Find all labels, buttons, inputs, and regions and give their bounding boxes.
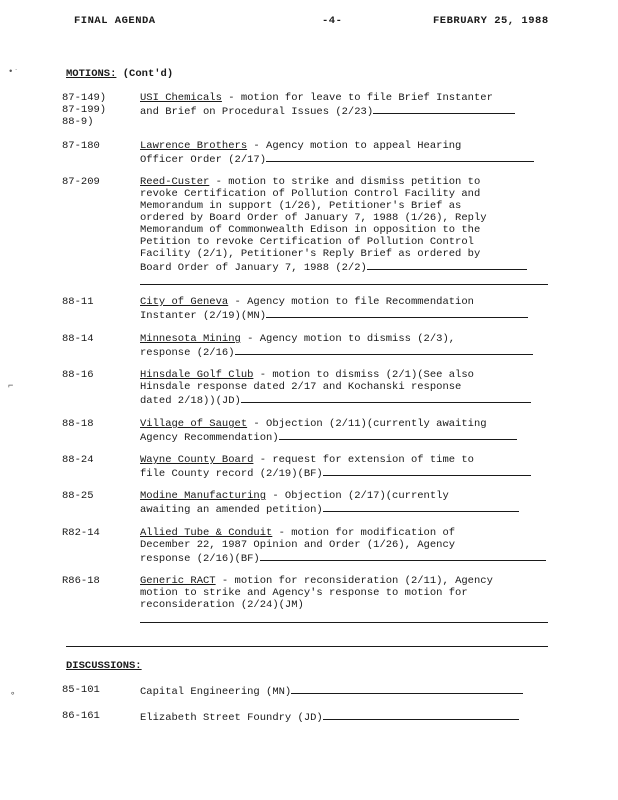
docket-number: 88-25 — [62, 490, 94, 502]
discussions-title: DISCUSSIONS: — [66, 660, 142, 672]
case-name: Allied Tube & Conduit — [140, 527, 273, 539]
case-name: Wayne County Board — [140, 454, 254, 466]
motion-text: Hinsdale Golf Club - motion to dismiss (2/1)(See also Hinsdale response dated 2/17 and Kochanski response dated 2/18))(JD) — [140, 369, 552, 407]
motion-text: City of Geneva - Agency motion to file Recommendation Instanter (2/19)(MN) — [140, 296, 552, 322]
motion-text: Reed-Custer - motion to strike and dismiss petition to revoke Certification of Pollution Control Facility and Memorandum in support (1/26), Petitioner's Brief as ordered by Board Order of January 7, 1988 (1/26), Reply Memorandum of Commonwealth Edison in opposition to the Petition to revoke Certification of Pollution Control Facility (2/1), Petitioner's Reply Brief as ordered by Board Order of January 7, 1988 (2/2) — [140, 176, 552, 274]
motion-text: Minnesota Mining - Agency motion to dismiss (2/3), response (2/16) — [140, 333, 552, 359]
docket-number: 88-18 — [62, 418, 94, 430]
case-name: Modine Manufacturing — [140, 490, 267, 502]
motions-heading — [66, 68, 173, 80]
case-name: City of Geneva — [140, 296, 229, 308]
discussion-text: Elizabeth Street Foundry (JD) — [140, 710, 552, 724]
motion-text: USI Chemicals - motion for leave to file Brief Instanter and Brief on Procedural Issues (2/23) — [140, 92, 552, 118]
motions-title: MOTIONS: — [66, 68, 117, 80]
docket-number: 88-16 — [62, 369, 94, 381]
motion-text: Modine Manufacturing - Objection (2/17)(currently awaiting an amended petition) — [140, 490, 552, 516]
page-header — [0, 15, 618, 29]
case-name: Generic RACT — [140, 575, 216, 587]
discussion-text: Capital Engineering (MN) — [140, 684, 552, 698]
motions-suffix: (Cont'd) — [122, 68, 174, 80]
case-name: Minnesota Mining — [140, 333, 241, 345]
docket-number: 87-180 — [62, 140, 100, 152]
case-name: USI Chemicals — [140, 92, 222, 104]
docket-number: 86-161 — [62, 710, 100, 722]
docket-number: 85-101 — [62, 684, 100, 696]
scan-speck: ∘ — [10, 689, 16, 699]
motion-text: Allied Tube & Conduit - motion for modification of December 22, 1987 Opinion and Order (1/26), Agency response (2/16)(BF) — [140, 527, 552, 565]
page-number: -4- — [322, 15, 343, 27]
signature-rule — [140, 284, 548, 285]
docket-number: R82-14 — [62, 527, 100, 539]
header-date: FEBRUARY 25, 1988 — [433, 15, 549, 27]
docket-number: 87-209 — [62, 176, 100, 188]
case-name: Hinsdale Golf Club — [140, 369, 254, 381]
motion-text: Lawrence Brothers - Agency motion to appeal Hearing Officer Order (2/17) — [140, 140, 552, 166]
header-left: FINAL AGENDA — [74, 15, 156, 27]
scan-speck: •ˑ — [8, 67, 19, 77]
section-divider — [66, 646, 548, 647]
case-name: Reed-Custer — [140, 176, 210, 188]
motion-text: Wayne County Board - request for extension of time to file County record (2/19)(BF) — [140, 454, 552, 480]
docket-number: 88-24 — [62, 454, 94, 466]
discussions-heading — [66, 660, 142, 672]
motion-text: Village of Sauget - Objection (2/11)(currently awaiting Agency Recommendation) — [140, 418, 552, 444]
docket-number: 88-11 — [62, 296, 94, 308]
case-name: Lawrence Brothers — [140, 140, 248, 152]
motion-text: Generic RACT - motion for reconsideration (2/11), Agency motion to strike and Agency's response to motion for reconsideration (2/24)(JM) — [140, 575, 493, 611]
docket-number: 88-14 — [62, 333, 94, 345]
docket-number: 87-149) 87-199) 88-9) — [62, 92, 107, 128]
case-name: Village of Sauget — [140, 418, 248, 430]
docket-number: R86-18 — [62, 575, 100, 587]
signature-rule — [140, 622, 548, 623]
scan-speck: ⌐ — [8, 381, 14, 391]
